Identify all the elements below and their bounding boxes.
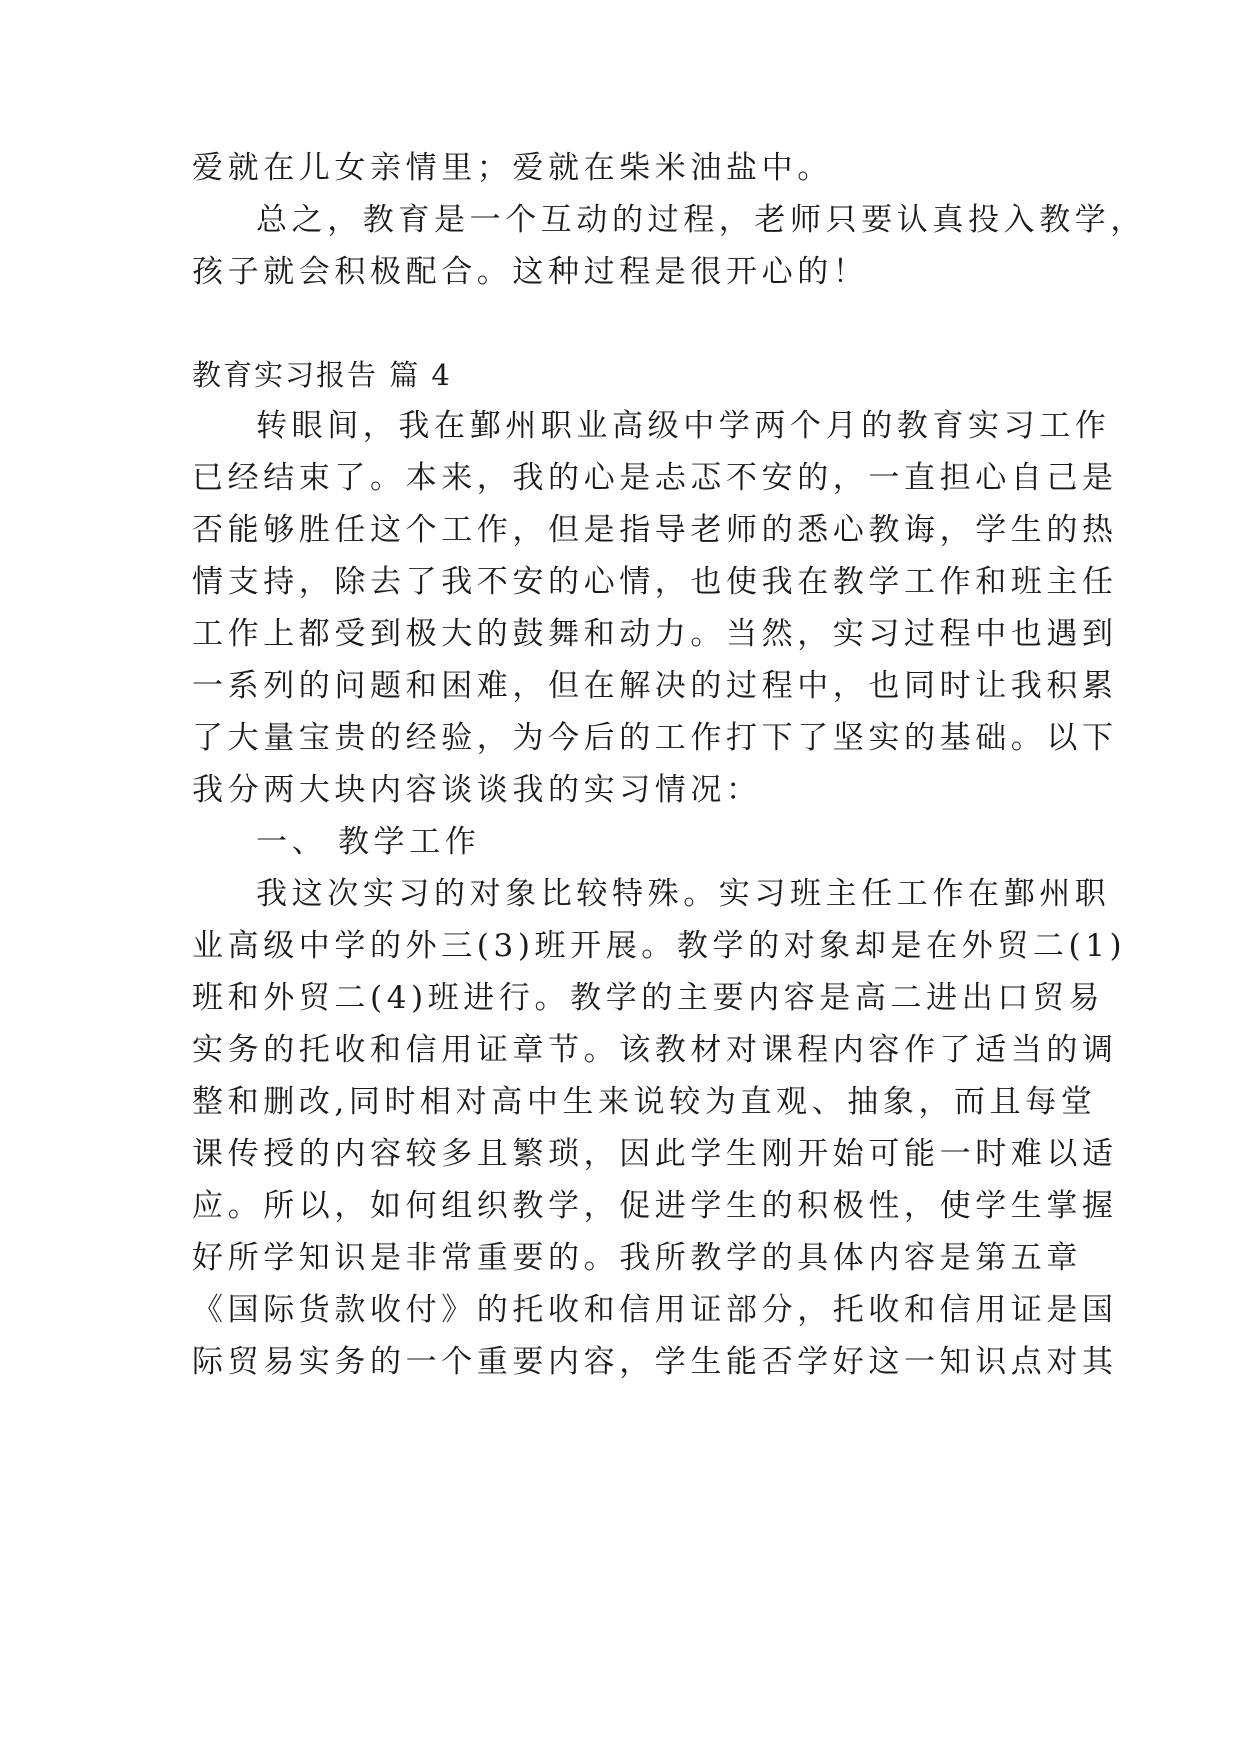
paragraph-line: 工作上都受到极大的鼓舞和动力。当然，实习过程中也遇到 [192,616,1118,652]
paragraph-line: 转眼间，我在鄞州职业高级中学两个月的教育实习工作 [256,408,1111,444]
paragraph-line: 《国际货款收付》的托收和信用证部分，托收和信用证是国 [192,1292,1118,1328]
paragraph-line: 整和删改,同时相对高中生来说较为直观、抽象，而且每堂 [192,1084,1097,1120]
subsection-title: 教学工作 [338,824,481,860]
paragraph-line: 一系列的问题和困难，但在解决的过程中，也同时让我积累 [192,668,1118,704]
paragraph-line: 际贸易实务的一个重要内容，学生能否学好这一知识点对其 [192,1344,1118,1380]
subsection-number: 一、 [256,824,328,860]
paragraph-line: 我这次实习的对象比较特殊。实习班主任工作在鄞州职 [256,876,1111,912]
paragraph-line: 爱就在儿女亲情里；爱就在柴米油盐中。 [192,150,833,186]
section-heading: 教育实习报告 篇 4 [192,358,452,392]
paragraph-line: 课传授的内容较多且繁琐，因此学生刚开始可能一时难以适 [192,1136,1118,1172]
paragraph-line: 了大量宝贵的经验，为今后的工作打下了坚实的基础。以下 [192,720,1118,756]
paragraph-line: 总之，教育是一个互动的过程，老师只要认真投入教学， [256,202,1146,238]
paragraph-line: 否能够胜任这个工作，但是指导老师的悉心教诲，学生的热 [192,512,1118,548]
paragraph-line: 已经结束了。本来，我的心是忐忑不安的，一直担心自己是 [192,460,1118,496]
paragraph-line: 业高级中学的外三(3)班开展。教学的对象却是在外贸二(1) [192,928,1127,964]
paragraph-line: 好所学知识是非常重要的。我所教学的具体内容是第五章 [192,1240,1082,1276]
paragraph-line: 班和外贸二(4)班进行。教学的主要内容是高二进出口贸易 [192,980,1105,1016]
paragraph-line: 实务的托收和信用证章节。该教材对课程内容作了适当的调 [192,1032,1118,1068]
paragraph-line: 应。所以，如何组织教学，促进学生的积极性，使学生掌握 [192,1188,1118,1224]
paragraph-line: 孩子就会积极配合。这种过程是很开心的！ [192,254,869,290]
paragraph-line: 情支持，除去了我不安的心情，也使我在教学工作和班主任 [192,564,1118,600]
paragraph-line: 我分两大块内容谈谈我的实习情况： [192,772,762,808]
